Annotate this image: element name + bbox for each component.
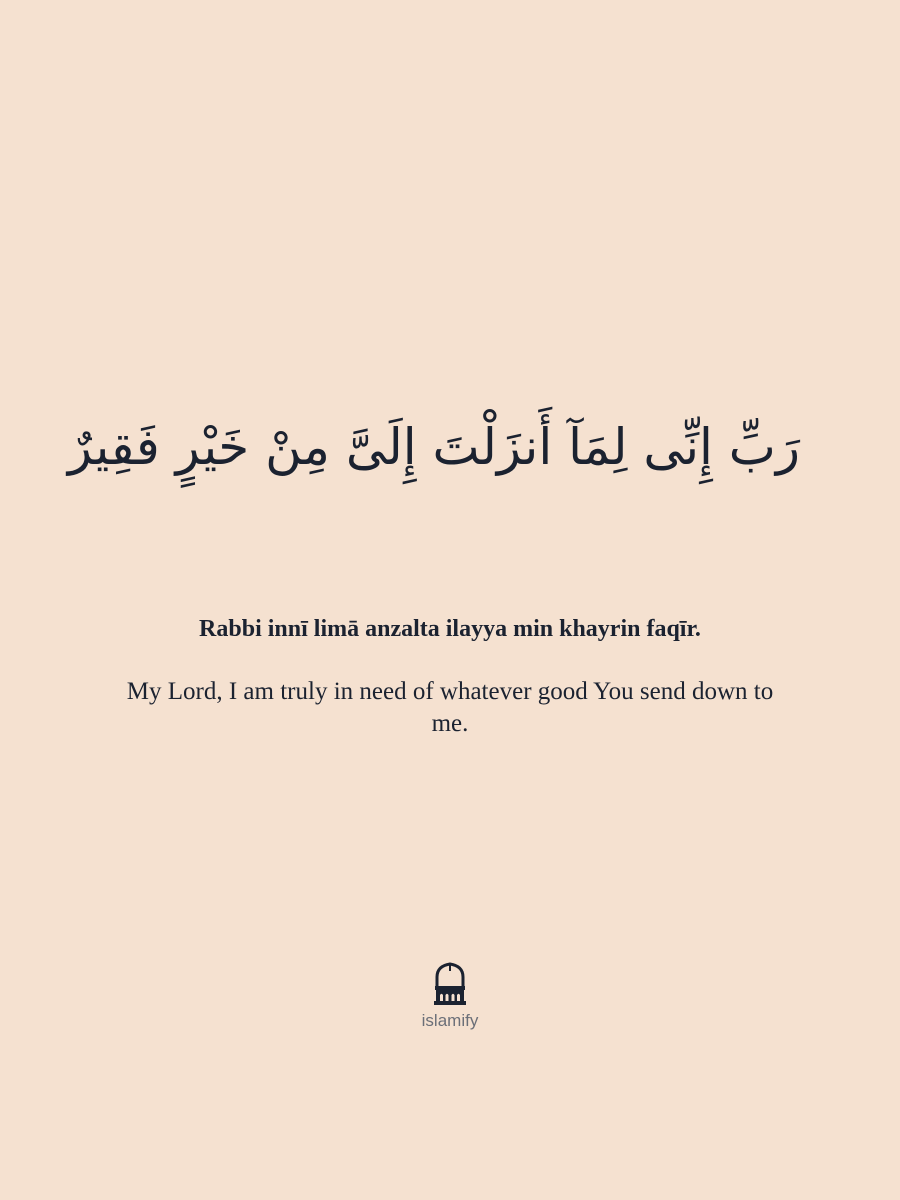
brand-name: islamify	[421, 1011, 479, 1030]
mosque-dome-icon	[433, 962, 467, 1006]
dua-transliteration: Rabbi innī limā anzalta ilayya min khayrin faqīr.	[199, 616, 701, 642]
brand-mark	[350, 962, 550, 1032]
dua-arabic-text: رَبِّ إِنِّى لِمَآ أَنزَلْتَ إِلَىَّ مِنْ خَيْرٍ فَقِيرٌ	[67, 418, 800, 476]
dua-translation: My Lord, I am truly in need of whatever good You send down to me.	[126, 678, 774, 737]
